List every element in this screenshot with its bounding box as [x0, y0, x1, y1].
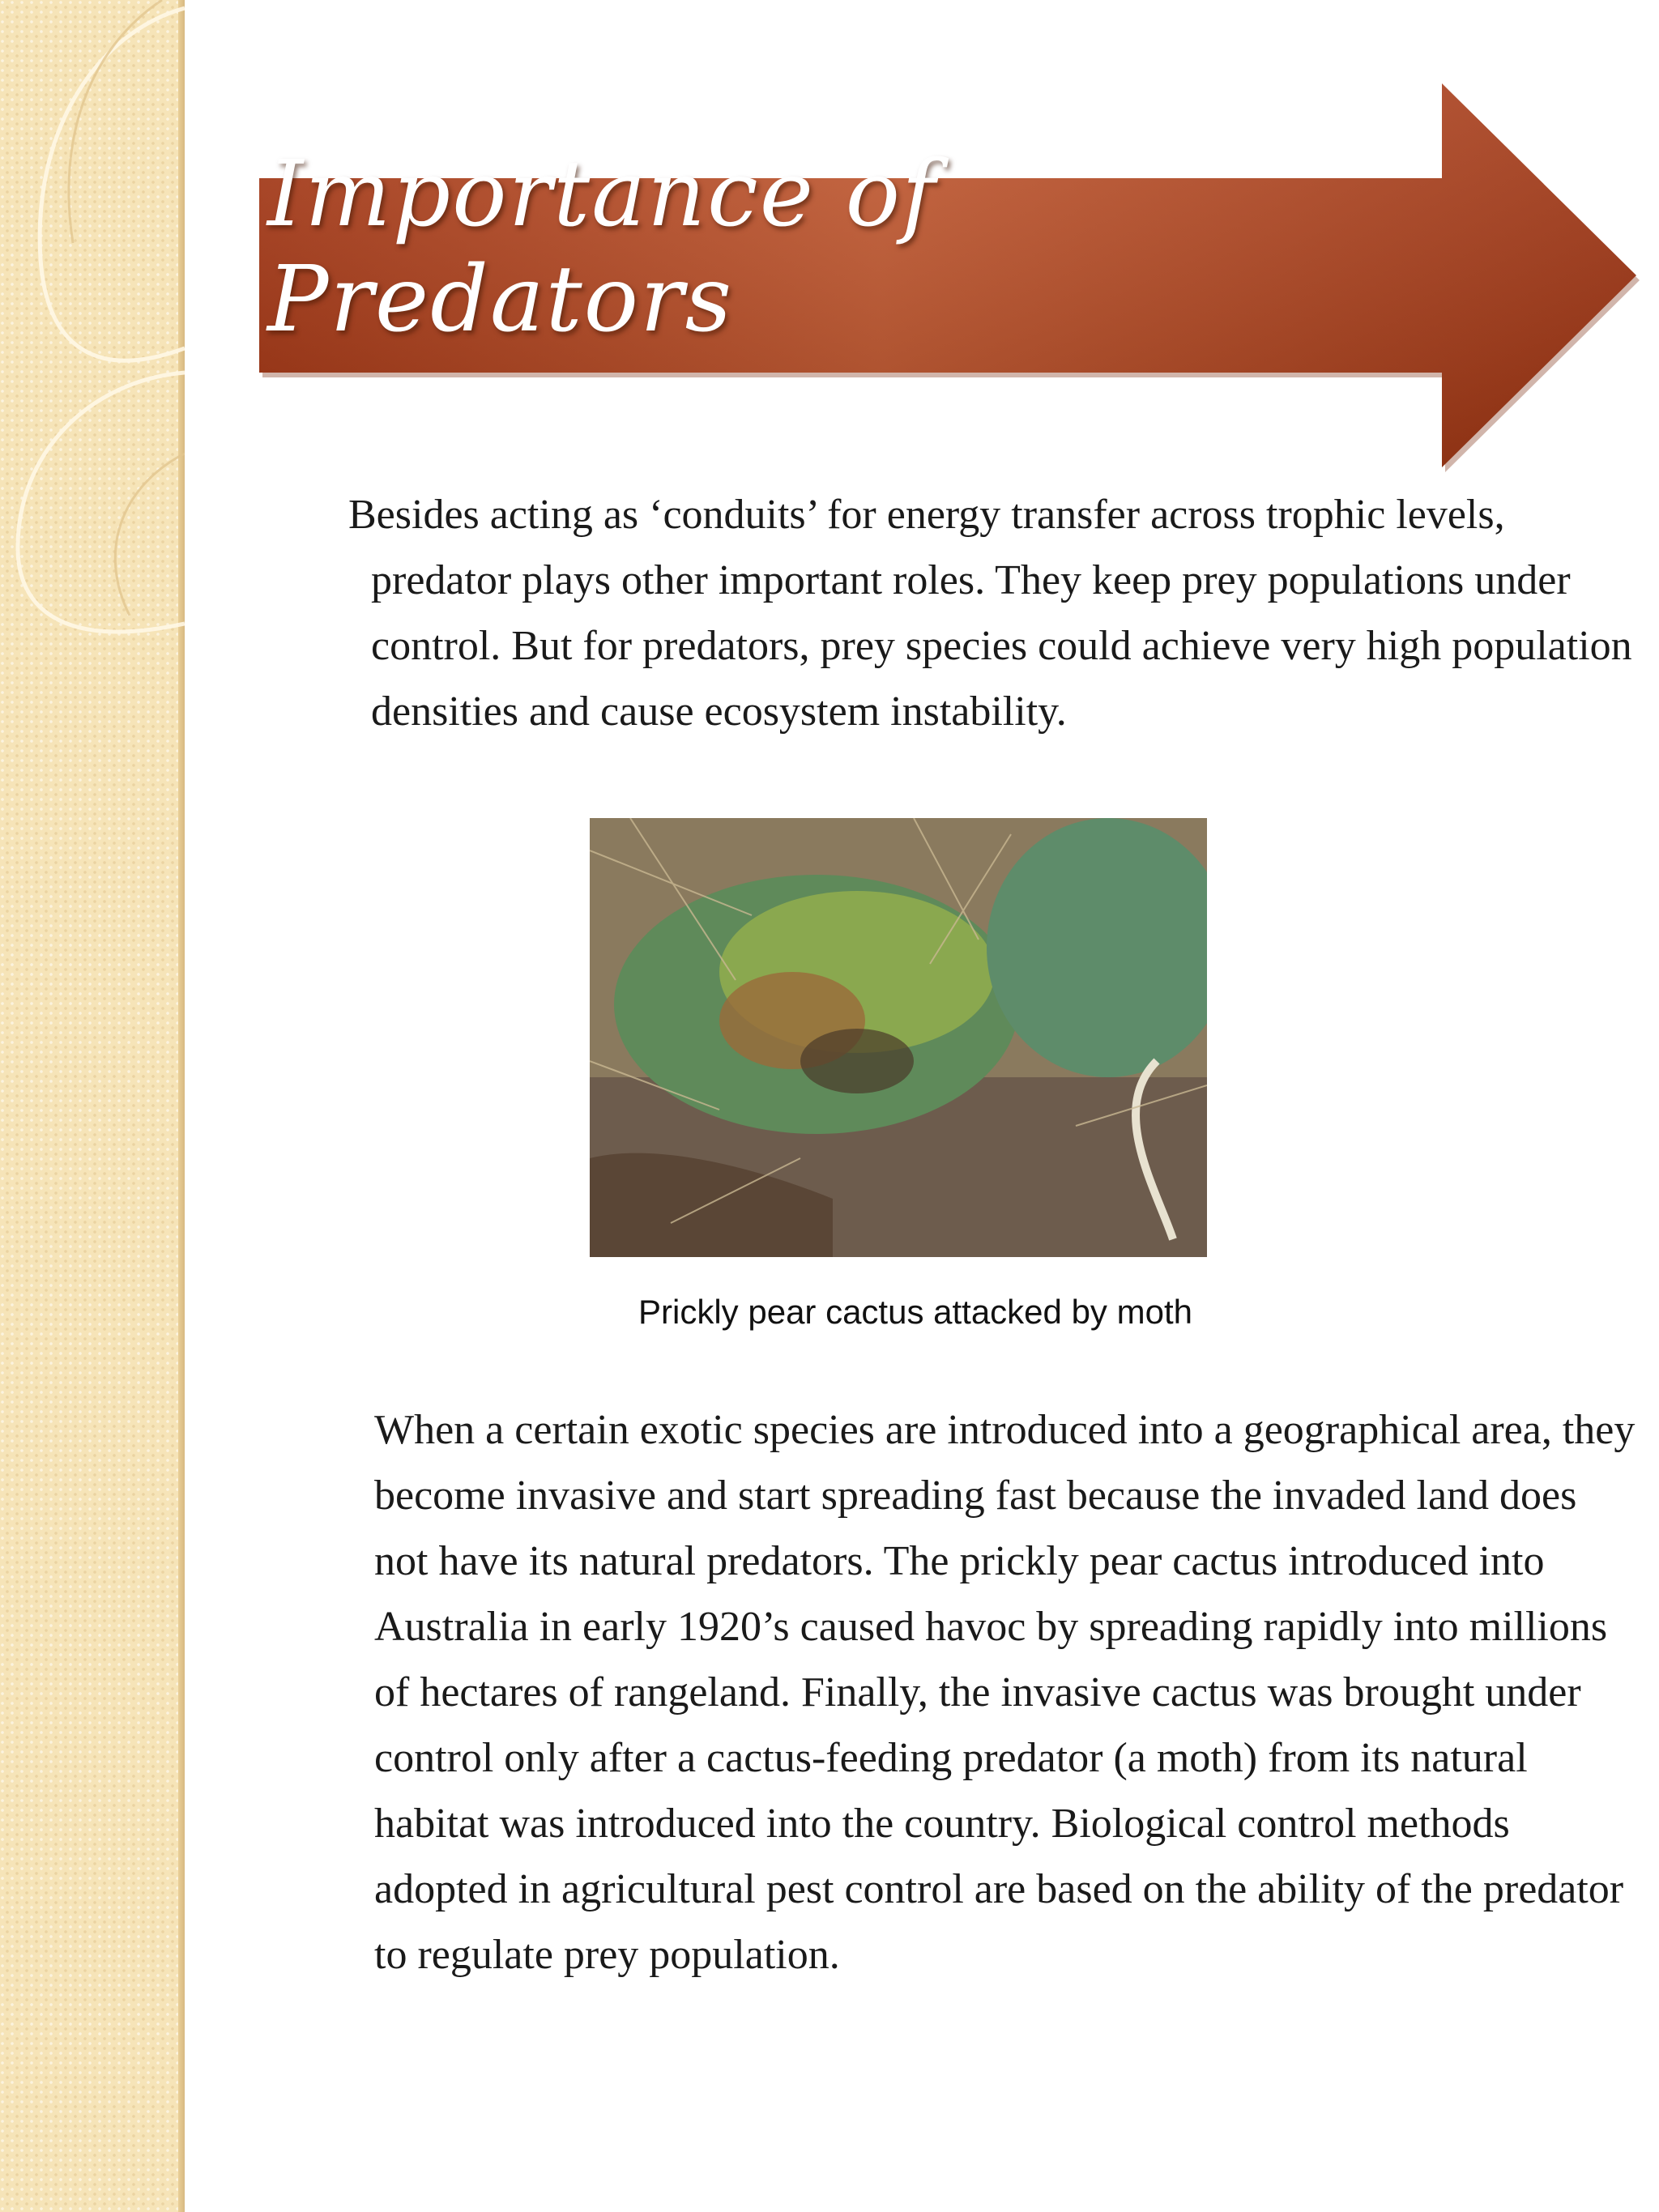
cactus-photo: [590, 818, 1207, 1257]
intro-paragraph: Besides acting as ‘conduits’ for energy transfer across trophic levels, predator plays other important roles. They keep prey populations under control. But for predators, prey species could achieve very high population densities and cause ecosystem instability.: [348, 492, 1632, 735]
decorative-swirl: [0, 0, 185, 729]
page-title: Importance of Predators: [267, 142, 937, 352]
photo-caption: Prickly pear cactus attacked by moth: [638, 1293, 1192, 1331]
body-paragraph: When a certain exotic species are introduced into a geographical area, they become invasive and start spreading fast because the invaded land does not have its natural predators. The prickly pear cactus introduced into Australia in early 1920’s caused havoc by spreading rapidly into millions of hectares of rangeland. Finally, the invasive cactus was brought under control only after a cactus-feeding predator (a moth) from its natural habitat was introduced into the country. Biological control methods adopted in agricultural pest control are based on the ability of the predator to regulate prey population.: [374, 1407, 1636, 1978]
